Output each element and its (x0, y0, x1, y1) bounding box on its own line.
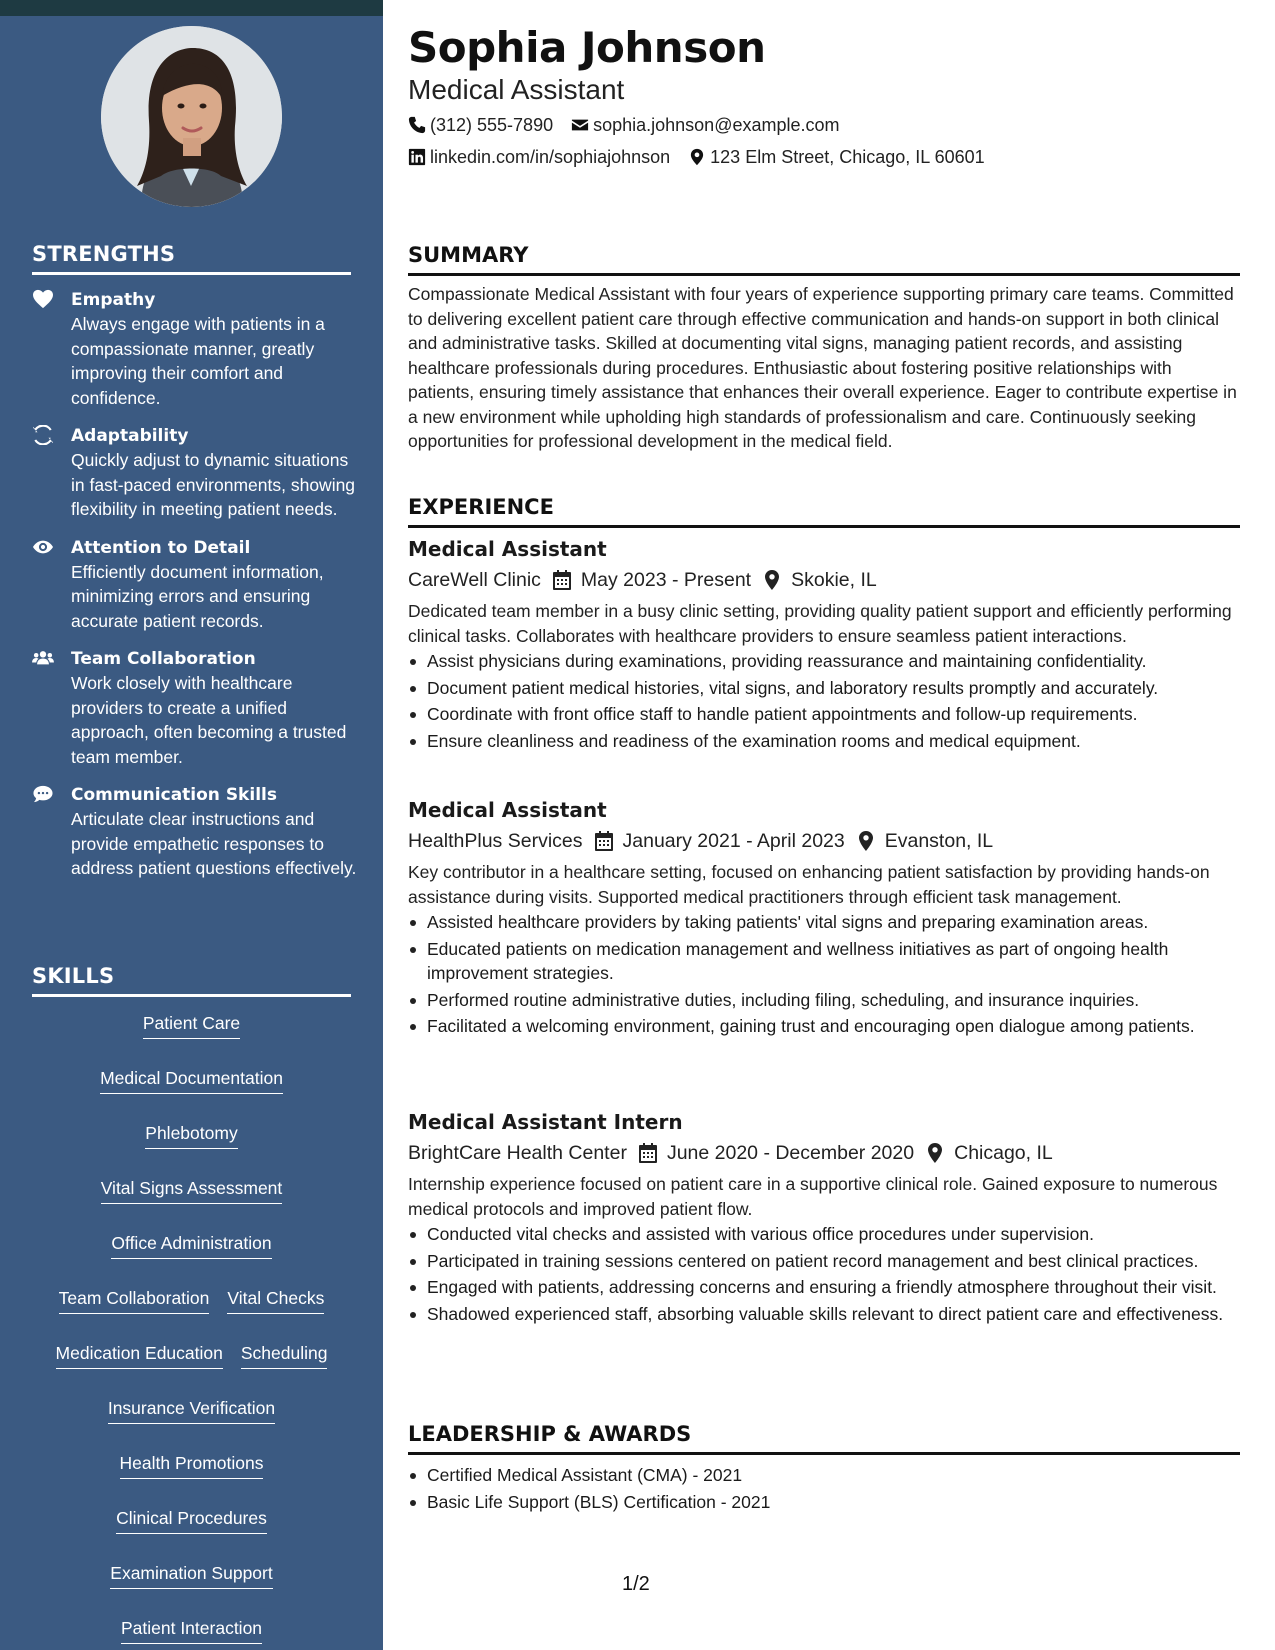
strength-title: Adaptability (71, 426, 189, 446)
page-number: 1/2 (622, 1573, 650, 1595)
awards-list (408, 1463, 1240, 1516)
skill-tag: Patient Care (143, 1010, 240, 1039)
strength-item (32, 288, 362, 410)
award-item: Certified Medical Assistant (CMA) - 2021 (408, 1463, 1240, 1488)
job-title: Medical Assistant (408, 798, 607, 822)
email-text: sophia.johnson@example.com (593, 115, 840, 135)
job-bullet: Engaged with patients, addressing concerns and ensuring a friendly atmosphere throughout their visit. (408, 1275, 1240, 1300)
job-bullet: Assist physicians during examinations, providing reassurance and maintaining confidentiality. (408, 649, 1240, 674)
map-marker-icon (763, 570, 781, 590)
linkedin-icon (408, 148, 426, 166)
skill-tag: Office Administration (111, 1230, 271, 1259)
calendar-icon (595, 831, 613, 851)
job-title: Medical Assistant Intern (408, 1110, 683, 1134)
map-marker-icon (688, 148, 706, 166)
address-text: 123 Elm Street, Chicago, IL 60601 (710, 147, 985, 167)
linkedin-text: linkedin.com/in/sophiajohnson (430, 147, 671, 167)
strength-desc: Quickly adjust to dynamic situations in fast-paced environments, showing flexibility in meeting patient needs. (71, 450, 356, 519)
map-marker-icon (857, 831, 875, 851)
strengths-list (32, 288, 362, 895)
job-entry (408, 535, 1240, 755)
strength-desc: Articulate clear instructions and provide empathetic responses to address patient questions effectively. (71, 809, 357, 878)
job-entry (408, 1108, 1240, 1328)
candidate-name: Sophia Johnson (408, 23, 766, 72)
skill-tag: Medication Education (56, 1340, 223, 1369)
skill-tag: Phlebotomy (145, 1120, 237, 1149)
phone-text: (312) 555-7890 (430, 115, 554, 135)
job-bullet: Assisted healthcare providers by taking patients' vital signs and preparing examination areas. (408, 910, 1240, 935)
job-meta (408, 566, 1240, 594)
job-bullets (408, 910, 1240, 1039)
map-marker-icon (926, 1143, 944, 1163)
job-bullets (408, 1222, 1240, 1326)
job-bullet: Participated in training sessions centered on patient record management and best clinical practices. (408, 1249, 1240, 1274)
address-contact (688, 145, 985, 169)
summary-text: Compassionate Medical Assistant with four years of experience supporting primary care teams. Committed to delivering excellent patient care through effective communication and hands-on support in both clinical and administrative tasks. Skilled at documenting vital signs, managing patient records, and assisting healthcare professionals during procedures. Enthusiastic about fostering positive relationships with patients, ensuring timely assistance that enhances their overall experience. Eager to contribute expertise in a new environment while upholding high standards of professionalism and care. Continuously seeking opportunities for professional development in the medical field. (408, 284, 1237, 451)
job-description: Key contributor in a healthcare setting, focused on enhancing patient satisfaction by providing hands-on assistance during visits. Supported medical practitioners through efficient task management. (408, 862, 1210, 907)
job-bullet: Performed routine administrative duties, including filing, scheduling, and insurance inquiries. (408, 988, 1240, 1013)
job-company: CareWell Clinic (408, 569, 541, 591)
job-meta (408, 827, 1240, 855)
job-dates: January 2021 - April 2023 (622, 830, 845, 852)
strength-desc: Efficiently document information, minimizing errors and ensuring accurate patient records. (71, 561, 324, 631)
heart-icon (32, 289, 56, 311)
phone-icon (408, 116, 426, 134)
job-title: Medical Assistant (408, 537, 607, 561)
strength-desc: Work closely with healthcare providers to create a unified approach, often becoming a trusted team member. (71, 673, 347, 767)
job-description: Dedicated team member in a busy clinic setting, providing quality patient support and efficiently performing clinical tasks. Collaborates with healthcare providers to ensure seamless patient interactions. (408, 601, 1232, 646)
job-description: Internship experience focused on patient care in a supportive clinical role. Gained exposure to numerous medical protocols and improved patient flow. (408, 1174, 1218, 1219)
envelope-icon (571, 116, 589, 134)
users-icon (32, 648, 56, 670)
contact-row (408, 145, 985, 169)
job-bullet: Ensure cleanliness and readiness of the examination rooms and medical equipment. (408, 729, 1240, 754)
summary-heading: SUMMARY (408, 241, 1240, 276)
job-dates: May 2023 - Present (580, 569, 752, 591)
profile-photo (101, 26, 282, 207)
sync-icon (32, 425, 56, 447)
job-location: Skokie, IL (791, 569, 877, 591)
strength-item (32, 536, 362, 634)
job-company: HealthPlus Services (408, 830, 583, 852)
sidebar (0, 0, 383, 1650)
strength-item (32, 647, 362, 769)
job-entry (408, 796, 1240, 1041)
skill-tag: Medical Documentation (100, 1065, 283, 1094)
job-bullets (408, 649, 1240, 753)
job-bullet: Facilitated a welcoming environment, gaining trust and encouraging open dialogue among patients. (408, 1014, 1240, 1039)
job-meta (408, 1139, 1240, 1167)
eye-icon (32, 537, 56, 559)
strength-title: Empathy (71, 290, 156, 310)
job-location: Chicago, IL (954, 1142, 1053, 1164)
strength-item (32, 783, 362, 881)
strength-title: Communication Skills (71, 785, 277, 805)
skill-tag: Vital Checks (227, 1285, 324, 1314)
skill-tag: Scheduling (241, 1340, 328, 1369)
skills-heading: SKILLS (32, 964, 351, 997)
skill-tag: Vital Signs Assessment (101, 1175, 283, 1204)
award-item: Basic Life Support (BLS) Certification - 2021 (408, 1490, 1240, 1515)
calendar-icon (639, 1143, 657, 1163)
email-contact[interactable] (571, 113, 839, 137)
job-location: Evanston, IL (884, 830, 994, 852)
leadership-heading: LEADERSHIP & AWARDS (408, 1420, 1240, 1455)
strength-title: Team Collaboration (71, 649, 256, 669)
strength-item (32, 424, 362, 522)
phone-contact[interactable] (408, 113, 553, 137)
skill-tag: Insurance Verification (108, 1395, 275, 1424)
sidebar-top-band (0, 0, 383, 16)
skills-list (32, 1010, 351, 1644)
strengths-heading: STRENGTHS (32, 242, 351, 275)
skill-tag: Health Promotions (120, 1450, 264, 1479)
skill-tag: Team Collaboration (59, 1285, 210, 1314)
skill-tag: Examination Support (110, 1560, 272, 1589)
calendar-icon (553, 570, 571, 590)
job-bullet: Conducted vital checks and assisted with various office procedures under supervision. (408, 1222, 1240, 1247)
linkedin-contact[interactable] (408, 145, 670, 169)
contact-row (408, 113, 840, 137)
skill-tag: Clinical Procedures (116, 1505, 267, 1534)
job-dates: June 2020 - December 2020 (666, 1142, 915, 1164)
job-bullet: Coordinate with front office staff to handle patient appointments and follow-up requirements. (408, 702, 1240, 727)
comment-icon (32, 784, 56, 806)
candidate-title: Medical Assistant (408, 74, 625, 105)
job-company: BrightCare Health Center (408, 1142, 627, 1164)
job-bullet: Document patient medical histories, vital signs, and laboratory results promptly and accurately. (408, 676, 1240, 701)
strength-title: Attention to Detail (71, 537, 251, 558)
job-bullet: Educated patients on medication management and wellness initiatives as part of ongoing health improvement strategies. (408, 937, 1240, 986)
job-bullet: Shadowed experienced staff, absorbing valuable skills relevant to direct patient care and effectiveness. (408, 1302, 1240, 1327)
skill-tag: Patient Interaction (121, 1615, 262, 1644)
strength-desc: Always engage with patients in a compassionate manner, greatly improving their comfort and confidence. (71, 314, 325, 408)
experience-heading: EXPERIENCE (408, 493, 1240, 528)
